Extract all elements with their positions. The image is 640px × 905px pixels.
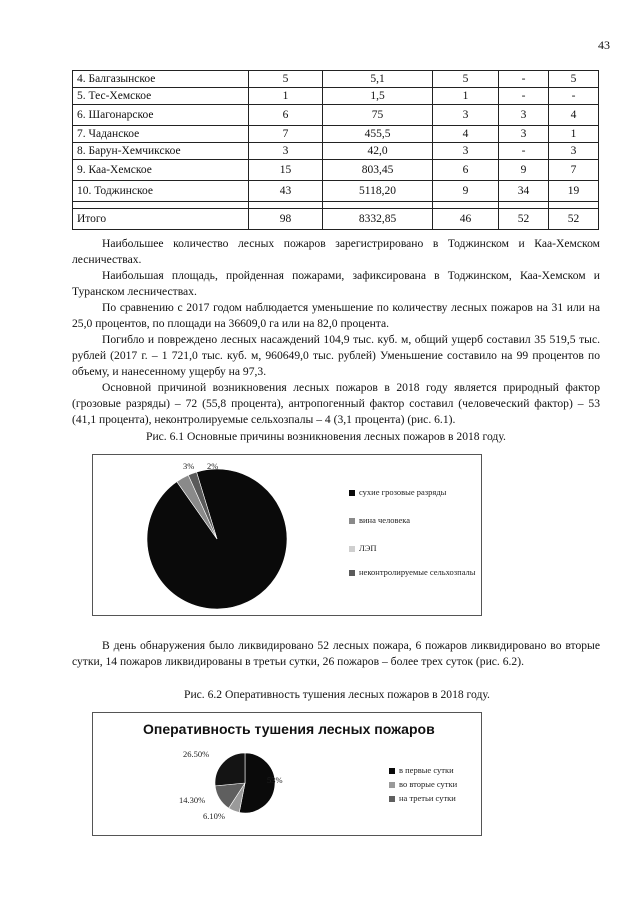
- legend-swatch: [349, 570, 355, 576]
- table-cell-value: 15: [249, 160, 323, 181]
- table-cell-name: 7. Чаданское: [73, 126, 249, 143]
- table-cell-name: 6. Шагонарское: [73, 105, 249, 126]
- table-cell-name: 9. Каа-Хемское: [73, 160, 249, 181]
- table-cell-value: 52: [549, 209, 599, 230]
- legend-item: [349, 543, 477, 553]
- table-cell-value: 34: [499, 181, 549, 202]
- table-cell-value: 42,0: [323, 143, 433, 160]
- table-cell-value: 19: [549, 181, 599, 202]
- legend-label: в первые сутки: [399, 765, 454, 775]
- pie-value-label: 26.50%: [183, 749, 210, 759]
- table-cell-value: 3: [249, 143, 323, 160]
- table-cell-value: -: [499, 88, 549, 105]
- paragraph-4: Погибло и повреждено лесных насаждений 104,9 тыс. куб. м, общий ущерб составил 35 519,5 тыс. рублей (2017 г. – 1 721,0 тыс. куб. м, 960649,0 тыс. рублей) Уменьшение составило на 99 процентов по объему, и нанесенному ущербу на 97,3.: [72, 333, 600, 379]
- table-row: [73, 105, 599, 126]
- paragraph-3: По сравнению с 2017 годом наблюдается уменьшение по количеству лесных пожаров на 31 или на 25,0 процентов, по площади на 36609,0 га или на 82,0 процента.: [72, 301, 600, 331]
- table-cell-name: Итого: [73, 209, 249, 230]
- legend-swatch: [389, 796, 395, 802]
- table-row: [73, 160, 599, 181]
- table-cell-value: 1: [249, 88, 323, 105]
- table-cell-value: 75: [323, 105, 433, 126]
- pie-value-label: 14.30%: [179, 795, 206, 805]
- table-cell-value: 455,5: [323, 126, 433, 143]
- table-row: [73, 88, 599, 105]
- chart-causes: [92, 454, 482, 616]
- table-cell-value: 3: [433, 105, 499, 126]
- paragraph-5: Основной причиной возникновения лесных пожаров в 2018 году является природный фактор (грозовые разряды) – 72 (55,8 процента), антропогенный фактор составил (человеческий фактор) – 53 (41,1 процента), неконтролируемые сельхозпалы – 4 (3,1 процента) (рис. 6.1).: [72, 381, 600, 427]
- figure-6-2-caption: Рис. 6.2 Оперативность тушения лесных пожаров в 2018 году.: [184, 688, 490, 701]
- table-cell-value: 7: [249, 126, 323, 143]
- table-cell-value: 6: [433, 160, 499, 181]
- legend-label: во вторые сутки: [399, 779, 458, 789]
- legend-swatch: [349, 518, 355, 524]
- table-cell-value: 5,1: [323, 71, 433, 88]
- table-cell-value: 4: [549, 105, 599, 126]
- legend-label: ЛЭП: [359, 543, 377, 553]
- paragraph-6: В день обнаружения было ликвидировано 52 лесных пожара, 6 пожаров ликвидировано во вторые сутки, 14 пожаров ликвидированы в третьи сутки, 26 пожаров – более трех суток (рис. 6.2).: [72, 639, 600, 669]
- table-cell-name: 5. Тес-Хемское: [73, 88, 249, 105]
- table-cell-value: -: [499, 143, 549, 160]
- legend-swatch: [389, 782, 395, 788]
- table-cell-value: 803,45: [323, 160, 433, 181]
- table-cell-name: 8. Барун-Хемчикское: [73, 143, 249, 160]
- pie-value-label: 6.10%: [203, 811, 225, 821]
- paragraph-1: Наибольшее количество лесных пожаров зарегистрировано в Тоджинском и Каа-Хемском лесничествах.: [72, 237, 600, 267]
- legend-efficiency: [389, 765, 479, 807]
- table-cell-value: 9: [433, 181, 499, 202]
- table-cell-value: 9: [499, 160, 549, 181]
- table-cell-value: 5118,20: [323, 181, 433, 202]
- table-cell-value: 46: [433, 209, 499, 230]
- legend-swatch: [389, 768, 395, 774]
- table-cell-value: 6: [249, 105, 323, 126]
- table-cell-value: 3: [433, 143, 499, 160]
- legend-item: [389, 765, 479, 775]
- table-cell-value: 5: [249, 71, 323, 88]
- legend-label: вина человека: [359, 515, 411, 525]
- table-cell-value: 98: [249, 209, 323, 230]
- table-cell-value: 52: [499, 209, 549, 230]
- legend-item: [389, 793, 479, 803]
- pie-value-label: 2%: [207, 461, 219, 471]
- legend-label: на третьи сутки: [399, 793, 456, 803]
- legend-item: [389, 779, 479, 789]
- table-row: [73, 71, 599, 88]
- table-cell-value: -: [549, 88, 599, 105]
- table-cell-value: 8332,85: [323, 209, 433, 230]
- table-row: [73, 126, 599, 143]
- table-cell-value: 5: [433, 71, 499, 88]
- table-cell-name: 10. Тоджинское: [73, 181, 249, 202]
- legend-causes: [349, 487, 477, 595]
- legend-label: неконтролируемые сельхозпалы: [359, 567, 476, 577]
- legend-item: [349, 567, 477, 577]
- table-row: [73, 181, 599, 202]
- legend-item: [349, 515, 477, 525]
- table-cell-value: -: [499, 71, 549, 88]
- pie-value-label: 3%: [183, 461, 195, 471]
- table-cell-value: 1: [433, 88, 499, 105]
- table-cell-value: 1: [549, 126, 599, 143]
- table-cell-value: 7: [549, 160, 599, 181]
- table-total-row: [73, 209, 599, 230]
- table-cell-value: 3: [549, 143, 599, 160]
- figure-6-1-caption: Рис. 6.1 Основные причины возникновения лесных пожаров в 2018 году.: [146, 430, 506, 443]
- legend-label: сухие грозовые разряды: [359, 487, 447, 497]
- table-cell-value: 5: [549, 71, 599, 88]
- paragraph-2: Наибольшая площадь, пройденная пожарами, зафиксирована в Тоджинском, Каа-Хемском и Туранском лесничествах.: [72, 269, 600, 299]
- fires-table: [72, 70, 599, 230]
- table-cell-value: 3: [499, 105, 549, 126]
- table-cell-value: 1,5: [323, 88, 433, 105]
- legend-swatch: [349, 490, 355, 496]
- table-row: [73, 143, 599, 160]
- table-cell-value: 3: [499, 126, 549, 143]
- page-number: 43: [598, 38, 610, 52]
- table-cell-name: 4. Балгазынское: [73, 71, 249, 88]
- table-gap-row: [73, 202, 599, 209]
- chart-efficiency: [92, 712, 482, 836]
- pie-slice: [215, 753, 245, 786]
- chart-efficiency-title: Оперативность тушения лесных пожаров: [143, 721, 435, 737]
- legend-swatch: [349, 546, 355, 552]
- table-cell-value: 43: [249, 181, 323, 202]
- legend-item: [349, 487, 477, 497]
- table-cell-value: 4: [433, 126, 499, 143]
- pie-value-label: 53%: [267, 775, 283, 785]
